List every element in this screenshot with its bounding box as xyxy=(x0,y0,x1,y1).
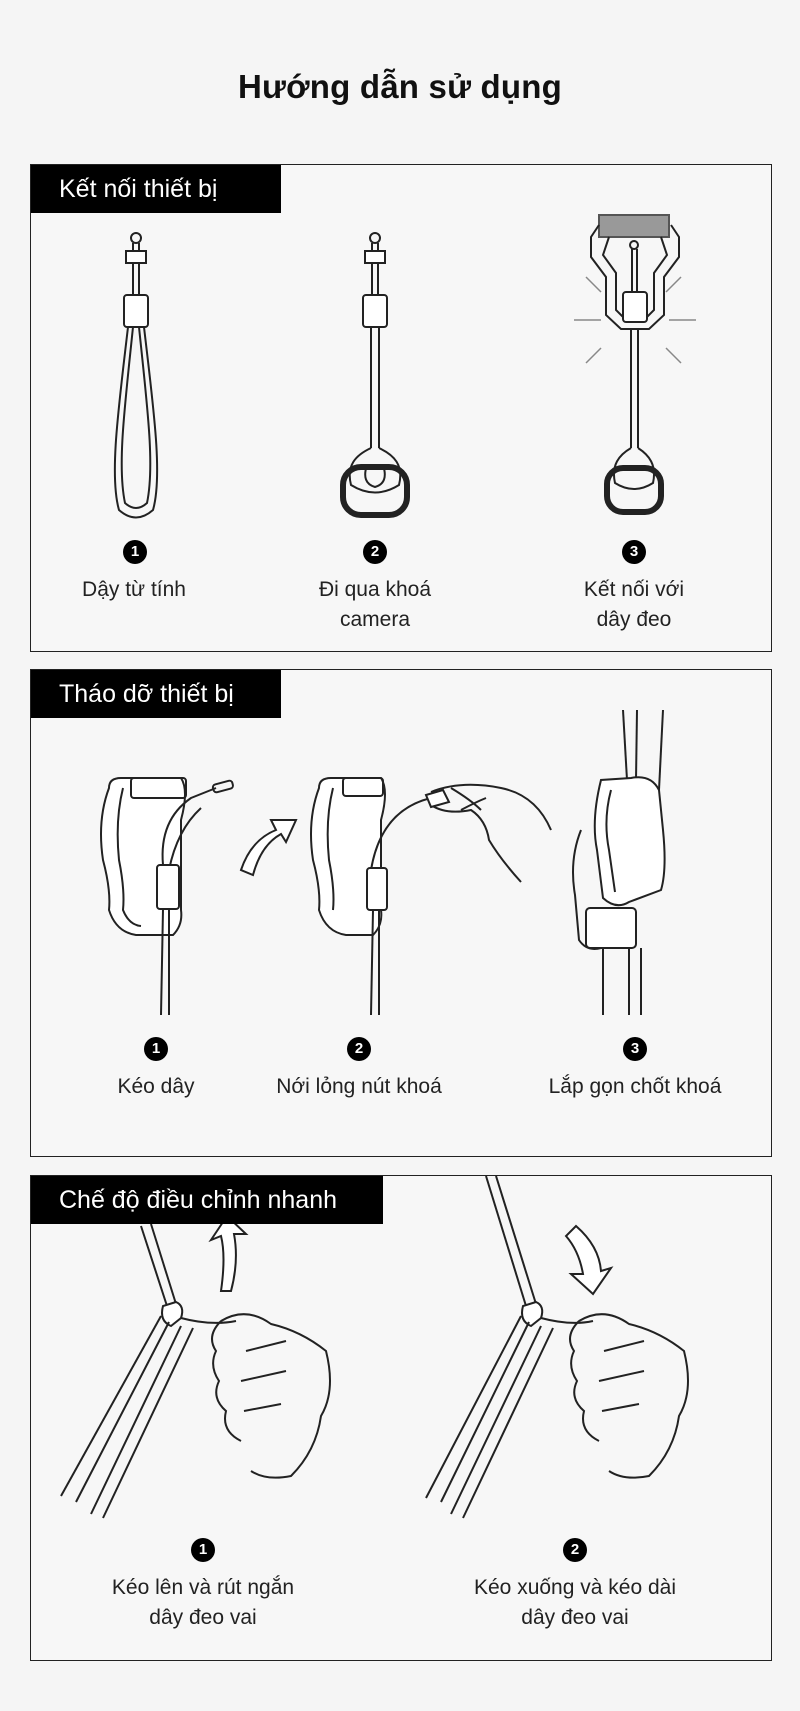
section-header: Kết nối thiết bị xyxy=(31,165,281,213)
section-header: Chế độ điều chỉnh nhanh xyxy=(31,1176,383,1224)
strap-through-camera-lug-icon xyxy=(343,233,407,515)
page-title: Hướng dẫn sử dụng xyxy=(238,68,562,105)
step-caption-1: Dậy từ tính xyxy=(82,578,186,601)
step-caption-1: Kéo lên và rút ngắn dây đeo vai xyxy=(111,1576,295,1629)
section-header: Tháo dỡ thiết bị xyxy=(31,670,281,718)
loosen-lock-hand-icon xyxy=(311,778,551,1015)
step-caption-3: Kết nối với dây đeo xyxy=(583,578,685,631)
step-number-1: 1 xyxy=(144,1037,168,1061)
step-caption-2: Nới lỏng nút khoá xyxy=(276,1075,442,1098)
step-number-1: 1 xyxy=(123,540,147,564)
step-caption-2: Kéo xuống và kéo dài dây đeo vai xyxy=(474,1576,676,1629)
step-number-2: 2 xyxy=(347,1037,371,1061)
pull-down-lengthen-strap-icon xyxy=(426,1176,688,1518)
step-number-3: 3 xyxy=(622,540,646,564)
section-remove-device xyxy=(30,669,772,1157)
step-number-2: 2 xyxy=(363,540,387,564)
step-caption-1: Kéo dây xyxy=(117,1075,195,1098)
fit-lock-latch-icon xyxy=(573,710,665,1015)
step-caption-2: Đi qua khoá camera xyxy=(318,578,432,631)
pull-up-shorten-strap-icon xyxy=(61,1216,330,1518)
pull-cord-icon xyxy=(101,778,296,1015)
magnetic-strap-loop-icon xyxy=(115,233,157,518)
section-connect-device xyxy=(30,164,772,652)
step-caption-3: Lắp gọn chốt khoá xyxy=(548,1075,722,1098)
step-number-1: 1 xyxy=(191,1538,215,1562)
step-number-3: 3 xyxy=(623,1037,647,1061)
section-quick-adjust xyxy=(30,1175,772,1661)
connect-to-shoulder-strap-icon xyxy=(574,215,696,512)
step-number-2: 2 xyxy=(563,1538,587,1562)
